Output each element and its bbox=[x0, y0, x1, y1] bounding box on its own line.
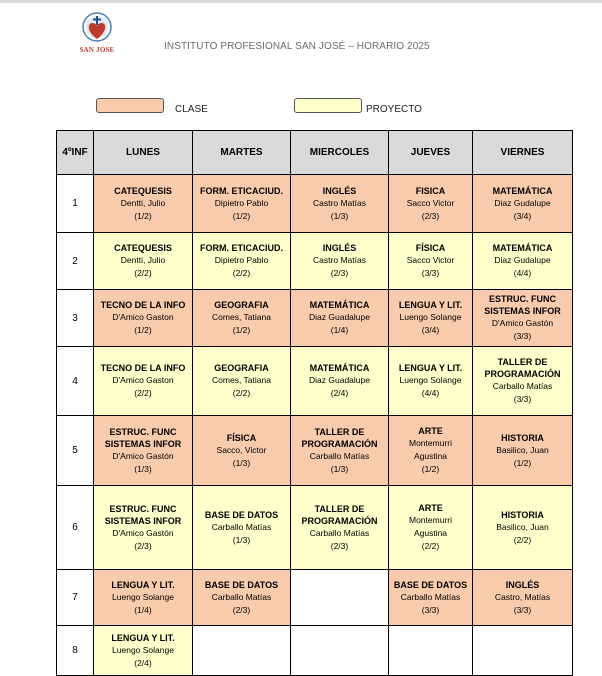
subject-name: ESTRUC. FUNC SISTEMAS INFOR bbox=[104, 426, 182, 449]
session-fraction: (4/4) bbox=[421, 388, 440, 398]
subject-name: LENGUA Y LIT. bbox=[111, 579, 175, 590]
schedule-cell bbox=[473, 486, 573, 570]
schedule-cell bbox=[193, 290, 291, 347]
period-number: 7 bbox=[57, 570, 94, 626]
subject-name: FISICA bbox=[415, 185, 446, 196]
logo-text: SAN JOSE bbox=[79, 46, 115, 54]
subject-name: INGLÉS bbox=[322, 243, 357, 253]
subject-name: ESTRUC. FUNC SISTEMAS INFOR bbox=[104, 503, 182, 526]
teacher-name: Carballo Matías bbox=[400, 591, 461, 602]
schedule-cell bbox=[193, 416, 291, 486]
subject-name: MATEMÁTICA bbox=[492, 185, 553, 196]
session-fraction: (2/3) bbox=[232, 604, 251, 615]
teacher-name: D'Amico Gastón bbox=[491, 318, 554, 328]
teacher-name: Diaz Gudalupe bbox=[494, 197, 551, 208]
subject-name: LENGUA Y LIT. bbox=[398, 300, 463, 310]
session-fraction: (2/3) bbox=[330, 268, 349, 278]
session-fraction: (1/3) bbox=[330, 210, 349, 221]
period-number: 1 bbox=[57, 175, 94, 233]
session-fraction: (1/4) bbox=[134, 604, 152, 615]
teacher-name: Carballo Matías bbox=[309, 527, 370, 538]
day-header-jueves: JUEVES bbox=[389, 131, 473, 175]
teacher-name: Luengo Solange bbox=[112, 644, 174, 655]
teacher-name: Castro Matías bbox=[313, 197, 366, 208]
subject-name: INGLÉS bbox=[322, 185, 357, 196]
schedule-body bbox=[57, 175, 573, 676]
subject-name: BASE DE DATOS bbox=[204, 509, 279, 520]
subject-name: INGLÉS bbox=[505, 579, 540, 590]
period-number: 5 bbox=[57, 416, 94, 486]
schedule-cell bbox=[94, 347, 193, 416]
subject-name: LENGUA Y LIT. bbox=[398, 363, 463, 373]
teacher-name: Luengo Solange bbox=[399, 312, 462, 322]
schedule-cell bbox=[94, 570, 193, 626]
teacher-name: Castro, Matías bbox=[494, 591, 551, 602]
schedule-cell bbox=[94, 486, 193, 570]
teacher-name: Montemurri Agustina bbox=[409, 438, 452, 461]
schedule-cell bbox=[94, 290, 193, 347]
empty-cell bbox=[291, 626, 389, 676]
session-fraction: (1/2) bbox=[513, 457, 532, 468]
teacher-name: Diaz Gudalupe bbox=[494, 255, 551, 265]
empty-cell bbox=[389, 626, 473, 676]
schedule-cell bbox=[389, 290, 473, 347]
schedule-cell bbox=[473, 233, 573, 290]
subject-name: CATEQUESIS bbox=[114, 243, 172, 253]
legend-label-clase: CLASE bbox=[175, 104, 208, 115]
subject-name: ARTE bbox=[418, 426, 443, 436]
subject-name: FÍSICA bbox=[226, 432, 257, 443]
teacher-name: Dipietro Pablo bbox=[214, 255, 269, 265]
session-fraction: (1/2) bbox=[134, 210, 152, 221]
subject-name: BASE DE DATOS bbox=[393, 579, 468, 590]
day-header-miercoles: MIERCOLES bbox=[291, 131, 389, 175]
session-fraction: (2/2) bbox=[232, 268, 251, 278]
session-fraction: (3/4) bbox=[421, 325, 440, 335]
schedule-cell bbox=[291, 175, 389, 233]
session-fraction: (2/3) bbox=[134, 540, 152, 551]
session-fraction: (1/3) bbox=[134, 463, 152, 474]
schedule-cell bbox=[473, 570, 573, 626]
schedule-cell bbox=[389, 570, 473, 626]
subject-name: FÍSICA bbox=[415, 243, 446, 253]
session-fraction: (2/2) bbox=[513, 534, 532, 545]
session-fraction: (1/3) bbox=[232, 534, 251, 545]
schedule-cell bbox=[473, 290, 573, 347]
table-row bbox=[57, 570, 573, 626]
teacher-name: Sacco Victor bbox=[406, 197, 455, 208]
teacher-name: Carballo Matías bbox=[211, 591, 272, 602]
session-fraction: (1/2) bbox=[134, 325, 152, 335]
schedule-cell bbox=[389, 233, 473, 290]
period-number: 8 bbox=[57, 626, 94, 676]
empty-cell bbox=[193, 626, 291, 676]
session-fraction: (3/4) bbox=[513, 210, 532, 221]
table-row bbox=[57, 486, 573, 570]
session-fraction: (3/3) bbox=[421, 268, 440, 278]
schedule-cell bbox=[291, 233, 389, 290]
teacher-name: Carballo Matías bbox=[211, 521, 272, 532]
session-fraction: (2/2) bbox=[421, 541, 440, 551]
schedule-cell bbox=[291, 416, 389, 486]
legend-swatch-proyecto bbox=[294, 98, 362, 113]
session-fraction: (2/2) bbox=[134, 388, 152, 398]
session-fraction: (2/3) bbox=[421, 210, 440, 221]
teacher-name: D'Amico Gaston bbox=[112, 375, 174, 385]
schedule-cell bbox=[389, 175, 473, 233]
subject-name: FORM. ETICACIUD. bbox=[200, 243, 283, 253]
period-number: 2 bbox=[57, 233, 94, 290]
schedule-cell bbox=[94, 233, 193, 290]
legend-swatch-clase bbox=[96, 98, 164, 113]
session-fraction: (2/2) bbox=[134, 268, 152, 278]
subject-name: MATEMÁTICA bbox=[309, 300, 370, 310]
subject-name: TECNO DE LA INFO bbox=[100, 300, 186, 310]
teacher-name: D'Amico Gastón bbox=[112, 527, 174, 538]
teacher-name: Sacco Victor bbox=[406, 255, 455, 265]
schedule-table bbox=[56, 130, 573, 676]
subject-name: ESTRUC. FUNC SISTEMAS INFOR bbox=[484, 294, 561, 316]
teacher-name: Castro Matías bbox=[313, 255, 366, 265]
teacher-name: Sacco, Victor bbox=[216, 444, 267, 455]
subject-name: GEOGRAFIA bbox=[214, 363, 269, 373]
period-number: 6 bbox=[57, 486, 94, 570]
subject-name: FORM. ETICACIUD. bbox=[200, 185, 283, 196]
table-row bbox=[57, 347, 573, 416]
session-fraction: (1/2) bbox=[232, 325, 251, 335]
page-title: INSTITUTO PROFESIONAL SAN JOSÉ – HORARIO 2025 bbox=[164, 41, 430, 52]
subject-name: TALLER DE PROGRAMACIÓN bbox=[301, 503, 378, 526]
schedule-cell bbox=[473, 416, 573, 486]
schedule-cell bbox=[193, 570, 291, 626]
session-fraction: (1/4) bbox=[330, 325, 349, 335]
schedule-cell bbox=[473, 175, 573, 233]
subject-name: TALLER DE PROGRAMACIÓN bbox=[484, 357, 561, 379]
session-fraction: (3/3) bbox=[513, 604, 532, 615]
subject-name: BASE DE DATOS bbox=[204, 579, 279, 590]
teacher-name: Dentti, Julio bbox=[120, 197, 166, 208]
table-row bbox=[57, 175, 573, 233]
subject-name: HISTORIA bbox=[501, 509, 544, 520]
top-border bbox=[0, 0, 602, 3]
empty-cell bbox=[291, 570, 389, 626]
subject-name: LENGUA Y LIT. bbox=[111, 632, 175, 643]
day-header-lunes: LUNES bbox=[94, 131, 193, 175]
session-fraction: (3/3) bbox=[513, 331, 532, 341]
schedule-cell bbox=[193, 486, 291, 570]
schedule-cell bbox=[94, 416, 193, 486]
legend-label-proyecto: PROYECTO bbox=[366, 104, 422, 115]
session-fraction: (1/2) bbox=[421, 464, 440, 474]
session-fraction: (1/3) bbox=[330, 463, 349, 474]
subject-name: TALLER DE PROGRAMACIÓN bbox=[301, 426, 378, 449]
schedule-cell bbox=[389, 486, 473, 570]
school-logo bbox=[78, 12, 116, 58]
teacher-name: Carballo Matías bbox=[492, 381, 553, 391]
period-number: 3 bbox=[57, 290, 94, 347]
schedule-cell bbox=[193, 347, 291, 416]
table-row bbox=[57, 626, 573, 676]
schedule-cell bbox=[473, 347, 573, 416]
schedule-cell bbox=[291, 290, 389, 347]
schedule-cell bbox=[291, 347, 389, 416]
session-fraction: (1/2) bbox=[232, 210, 251, 221]
teacher-name: Luengo Solange bbox=[112, 591, 174, 602]
schedule-cell bbox=[193, 175, 291, 233]
subject-name: TECNO DE LA INFO bbox=[100, 363, 186, 373]
session-fraction: (3/3) bbox=[513, 394, 532, 404]
teacher-name: Basilico, Juan bbox=[496, 521, 549, 532]
subject-name: ARTE bbox=[418, 503, 443, 513]
schedule-cell bbox=[389, 416, 473, 486]
subject-name: MATEMÁTICA bbox=[492, 243, 553, 253]
teacher-name: Diaz Guadalupe bbox=[309, 375, 370, 385]
session-fraction: (3/3) bbox=[421, 604, 440, 615]
teacher-name: Carballo Matías bbox=[309, 450, 370, 461]
day-header-viernes: VIERNES bbox=[473, 131, 573, 175]
teacher-name: Montemurri Agustina bbox=[409, 515, 452, 538]
session-fraction: (2/4) bbox=[330, 388, 349, 398]
heart-cross-icon bbox=[78, 12, 116, 46]
session-fraction: (1/3) bbox=[232, 457, 251, 468]
teacher-name: D'Amico Gastón bbox=[112, 450, 174, 461]
session-fraction: (2/4) bbox=[134, 657, 152, 668]
schedule-cell bbox=[291, 486, 389, 570]
schedule-cell bbox=[94, 175, 193, 233]
teacher-name: Luengo Solange bbox=[399, 375, 462, 385]
period-number: 4 bbox=[57, 347, 94, 416]
teacher-name: Comes, Tatiana bbox=[212, 375, 271, 385]
session-fraction: (2/2) bbox=[232, 388, 251, 398]
table-row bbox=[57, 233, 573, 290]
session-fraction: (2/3) bbox=[330, 540, 349, 551]
corner-header: 4ºINF bbox=[57, 131, 94, 175]
teacher-name: Dipietro Pablo bbox=[214, 197, 269, 208]
subject-name: CATEQUESIS bbox=[114, 185, 172, 196]
subject-name: MATEMÁTICA bbox=[309, 363, 370, 373]
session-fraction: (4/4) bbox=[513, 268, 532, 278]
teacher-name: Basilico, Juan bbox=[496, 444, 549, 455]
teacher-name: Dentti, Julio bbox=[120, 255, 166, 265]
schedule-cell bbox=[389, 347, 473, 416]
empty-cell bbox=[473, 626, 573, 676]
table-row bbox=[57, 416, 573, 486]
teacher-name: Diaz Guadalupe bbox=[309, 312, 370, 322]
day-header-martes: MARTES bbox=[193, 131, 291, 175]
teacher-name: D'Amico Gaston bbox=[112, 312, 174, 322]
subject-name: HISTORIA bbox=[501, 432, 544, 443]
teacher-name: Comes, Tatiana bbox=[212, 312, 271, 322]
schedule-cell bbox=[94, 626, 193, 676]
schedule-cell bbox=[193, 233, 291, 290]
subject-name: GEOGRAFIA bbox=[214, 300, 269, 310]
table-row bbox=[57, 290, 573, 347]
